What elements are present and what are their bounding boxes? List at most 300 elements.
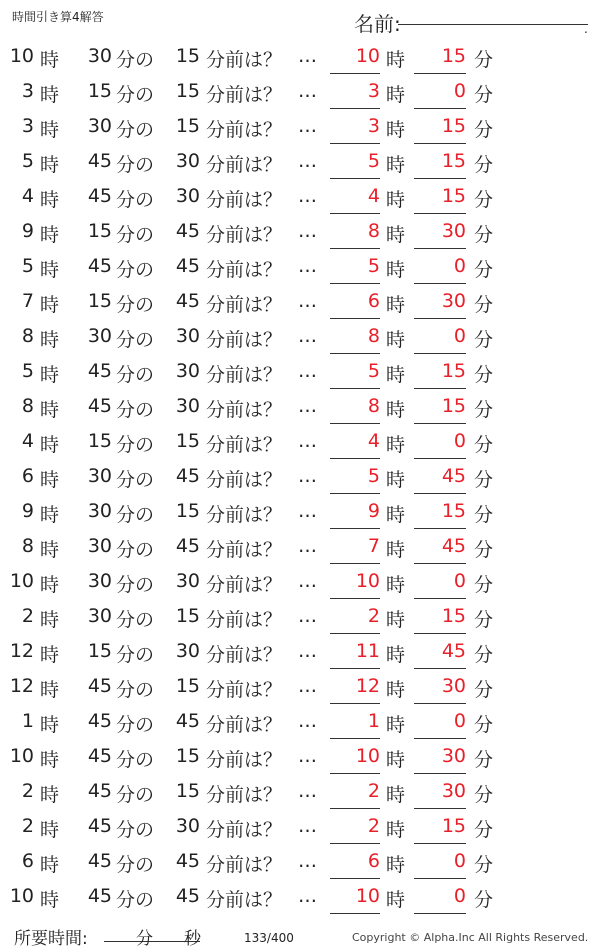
answer-hour-unit: 時 [386, 294, 406, 316]
minute-of-label: 分の [116, 259, 155, 281]
answer-minute-unit: 分 [474, 539, 494, 561]
ellipsis: … [298, 850, 317, 872]
answer-minute-unit: 分 [474, 469, 494, 491]
hour-unit: 時 [40, 889, 60, 911]
problem-row [0, 879, 600, 914]
problem-row [0, 39, 600, 74]
minute-of-label: 分の [116, 644, 155, 666]
minutes-before: 15 [175, 115, 200, 137]
hour-unit: 時 [40, 119, 60, 141]
start-minute: 15 [87, 220, 112, 242]
problem-row [0, 74, 600, 109]
minutes-before: 15 [175, 430, 200, 452]
answer-minute: 15 [414, 395, 466, 424]
minutes-before-label: 分前は？ [206, 364, 283, 386]
start-hour: 2 [21, 815, 34, 837]
answer-minute: 30 [414, 675, 466, 704]
start-minute: 45 [87, 850, 112, 872]
start-hour: 5 [21, 360, 34, 382]
minutes-before: 30 [175, 395, 200, 417]
answer-hour-unit: 時 [386, 889, 406, 911]
answer-hour-unit: 時 [386, 189, 406, 211]
answer-minute-unit: 分 [474, 119, 494, 141]
hour-unit: 時 [40, 259, 60, 281]
minutes-before-label: 分前は？ [206, 259, 283, 281]
hour-unit: 時 [40, 84, 60, 106]
start-minute: 45 [87, 360, 112, 382]
answer-hour: 5 [330, 150, 380, 179]
answer-minute: 30 [414, 780, 466, 809]
start-minute: 45 [87, 255, 112, 277]
answer-minute: 0 [414, 570, 466, 599]
problem-row [0, 529, 600, 564]
answer-hour: 1 [330, 710, 380, 739]
problem-row [0, 214, 600, 249]
answer-minute: 15 [414, 605, 466, 634]
minutes-before: 30 [175, 570, 200, 592]
minutes-before: 45 [175, 885, 200, 907]
start-hour: 6 [21, 465, 34, 487]
start-minute: 45 [87, 780, 112, 802]
hour-unit: 時 [40, 294, 60, 316]
minute-of-label: 分の [116, 329, 155, 351]
minutes-before: 15 [175, 80, 200, 102]
minutes-before-label: 分前は？ [206, 469, 283, 491]
start-minute: 30 [87, 535, 112, 557]
start-minute: 15 [87, 640, 112, 662]
answer-hour: 2 [330, 815, 380, 844]
minutes-before-label: 分前は？ [206, 749, 283, 771]
answer-hour-unit: 時 [386, 469, 406, 491]
minutes-before-label: 分前は？ [206, 679, 283, 701]
ellipsis: … [298, 395, 317, 417]
answer-minute-unit: 分 [474, 434, 494, 456]
start-hour: 9 [21, 220, 34, 242]
minute-of-label: 分の [116, 84, 155, 106]
start-hour: 4 [21, 430, 34, 452]
minutes-before: 30 [175, 150, 200, 172]
start-minute: 45 [87, 185, 112, 207]
answer-hour: 3 [330, 115, 380, 144]
start-minute: 45 [87, 675, 112, 697]
answer-hour-unit: 時 [386, 574, 406, 596]
problem-row [0, 634, 600, 669]
answer-minute-unit: 分 [474, 784, 494, 806]
minute-of-label: 分の [116, 399, 155, 421]
answer-hour-unit: 時 [386, 609, 406, 631]
start-hour: 9 [21, 500, 34, 522]
copyright: Copyright © Alpha.Inc All Rights Reserved. [352, 931, 589, 944]
ellipsis: … [298, 780, 317, 802]
name-line[interactable] [398, 23, 588, 25]
minutes-before-label: 分前は？ [206, 819, 283, 841]
answer-minute: 15 [414, 45, 466, 74]
start-hour: 5 [21, 150, 34, 172]
start-hour: 3 [21, 115, 34, 137]
answer-minute: 0 [414, 80, 466, 109]
hour-unit: 時 [40, 224, 60, 246]
problem-row [0, 179, 600, 214]
ellipsis: … [298, 220, 317, 242]
hour-unit: 時 [40, 504, 60, 526]
answer-minute: 0 [414, 710, 466, 739]
start-hour: 3 [21, 80, 34, 102]
minutes-before: 45 [175, 535, 200, 557]
hour-unit: 時 [40, 434, 60, 456]
answer-minute-unit: 分 [474, 49, 494, 71]
hour-unit: 時 [40, 644, 60, 666]
minute-of-label: 分の [116, 434, 155, 456]
start-minute: 30 [87, 570, 112, 592]
start-minute: 30 [87, 605, 112, 627]
hour-unit: 時 [40, 189, 60, 211]
answer-hour: 11 [330, 640, 380, 669]
minute-of-label: 分の [116, 469, 155, 491]
answer-minute: 45 [414, 465, 466, 494]
minutes-before-label: 分前は？ [206, 154, 283, 176]
answer-minute-unit: 分 [474, 889, 494, 911]
hour-unit: 時 [40, 469, 60, 491]
start-minute: 45 [87, 815, 112, 837]
problem-row [0, 144, 600, 179]
start-minute: 45 [87, 745, 112, 767]
problem-row [0, 249, 600, 284]
problem-row [0, 389, 600, 424]
minutes-before-label: 分前は？ [206, 189, 283, 211]
answer-minute-unit: 分 [474, 574, 494, 596]
answer-minute: 15 [414, 500, 466, 529]
worksheet-title: 時間引き算4解答 [12, 10, 104, 24]
ellipsis: … [298, 115, 317, 137]
answer-minute-unit: 分 [474, 714, 494, 736]
answer-minute: 0 [414, 255, 466, 284]
hour-unit: 時 [40, 784, 60, 806]
answer-minute: 15 [414, 815, 466, 844]
ellipsis: … [298, 745, 317, 767]
minutes-before: 45 [175, 710, 200, 732]
start-minute: 15 [87, 430, 112, 452]
start-hour: 2 [21, 605, 34, 627]
minute-of-label: 分の [116, 784, 155, 806]
answer-minute-unit: 分 [474, 189, 494, 211]
answer-hour: 10 [330, 45, 380, 74]
ellipsis: … [298, 605, 317, 627]
start-hour: 1 [21, 710, 34, 732]
hour-unit: 時 [40, 49, 60, 71]
ellipsis: … [298, 45, 317, 67]
answer-minute-unit: 分 [474, 364, 494, 386]
start-minute: 45 [87, 395, 112, 417]
ellipsis: … [298, 185, 317, 207]
answer-hour-unit: 時 [386, 854, 406, 876]
start-minute: 15 [87, 80, 112, 102]
answer-hour-unit: 時 [386, 749, 406, 771]
required-time-seconds-label: 秒 [184, 929, 201, 949]
problem-row [0, 599, 600, 634]
problem-row [0, 284, 600, 319]
answer-hour: 4 [330, 430, 380, 459]
answer-hour: 5 [330, 255, 380, 284]
answer-hour: 4 [330, 185, 380, 214]
start-minute: 30 [87, 325, 112, 347]
minutes-before-label: 分前は？ [206, 504, 283, 526]
hour-unit: 時 [40, 399, 60, 421]
hour-unit: 時 [40, 819, 60, 841]
minute-of-label: 分の [116, 49, 155, 71]
start-minute: 45 [87, 150, 112, 172]
minutes-before: 30 [175, 185, 200, 207]
answer-hour-unit: 時 [386, 714, 406, 736]
answer-minute: 0 [414, 850, 466, 879]
answer-minute-unit: 分 [474, 399, 494, 421]
minutes-before-label: 分前は？ [206, 84, 283, 106]
hour-unit: 時 [40, 609, 60, 631]
start-hour: 7 [21, 290, 34, 312]
minutes-before-label: 分前は？ [206, 784, 283, 806]
ellipsis: … [298, 255, 317, 277]
problem-row [0, 669, 600, 704]
answer-hour: 10 [330, 745, 380, 774]
minutes-before: 15 [175, 780, 200, 802]
minutes-before: 45 [175, 290, 200, 312]
hour-unit: 時 [40, 574, 60, 596]
answer-minute: 15 [414, 115, 466, 144]
minutes-before: 15 [175, 500, 200, 522]
answer-hour-unit: 時 [386, 49, 406, 71]
problem-row [0, 354, 600, 389]
answer-hour: 6 [330, 290, 380, 319]
answer-hour-unit: 時 [386, 259, 406, 281]
hour-unit: 時 [40, 854, 60, 876]
problem-row [0, 459, 600, 494]
answer-hour: 6 [330, 850, 380, 879]
start-minute: 30 [87, 465, 112, 487]
ellipsis: … [298, 465, 317, 487]
start-hour: 4 [21, 185, 34, 207]
minute-of-label: 分の [116, 889, 155, 911]
ellipsis: … [298, 640, 317, 662]
start-minute: 30 [87, 500, 112, 522]
answer-hour: 2 [330, 780, 380, 809]
minutes-before: 30 [175, 815, 200, 837]
minute-of-label: 分の [116, 819, 155, 841]
answer-minute: 30 [414, 290, 466, 319]
start-hour: 10 [9, 45, 34, 67]
problem-row [0, 704, 600, 739]
minute-of-label: 分の [116, 609, 155, 631]
minutes-before-label: 分前は？ [206, 889, 283, 911]
ellipsis: … [298, 710, 317, 732]
hour-unit: 時 [40, 539, 60, 561]
minute-of-label: 分の [116, 539, 155, 561]
answer-hour: 5 [330, 465, 380, 494]
answer-hour-unit: 時 [386, 819, 406, 841]
answer-hour: 10 [330, 570, 380, 599]
ellipsis: … [298, 360, 317, 382]
minute-of-label: 分の [116, 294, 155, 316]
start-minute: 45 [87, 885, 112, 907]
hour-unit: 時 [40, 714, 60, 736]
answer-minute-unit: 分 [474, 329, 494, 351]
ellipsis: … [298, 535, 317, 557]
minutes-before: 45 [175, 465, 200, 487]
answer-minute: 15 [414, 185, 466, 214]
hour-unit: 時 [40, 749, 60, 771]
answer-hour-unit: 時 [386, 84, 406, 106]
name-line-end: . [584, 22, 588, 36]
answer-minute: 0 [414, 325, 466, 354]
problem-row [0, 844, 600, 879]
answer-hour: 8 [330, 325, 380, 354]
hour-unit: 時 [40, 154, 60, 176]
start-minute: 45 [87, 710, 112, 732]
minute-of-label: 分の [116, 189, 155, 211]
start-hour: 6 [21, 850, 34, 872]
minute-of-label: 分の [116, 224, 155, 246]
answer-minute: 30 [414, 745, 466, 774]
start-hour: 10 [9, 885, 34, 907]
answer-hour: 10 [330, 885, 380, 914]
required-time-minutes-label: 分 [136, 929, 153, 949]
minutes-before-label: 分前は？ [206, 644, 283, 666]
start-hour: 12 [9, 675, 34, 697]
minutes-before-label: 分前は？ [206, 119, 283, 141]
start-hour: 8 [21, 395, 34, 417]
answer-hour-unit: 時 [386, 154, 406, 176]
answer-hour: 9 [330, 500, 380, 529]
minute-of-label: 分の [116, 854, 155, 876]
answer-hour: 2 [330, 605, 380, 634]
minutes-before-label: 分前は？ [206, 329, 283, 351]
problem-row [0, 564, 600, 599]
minute-of-label: 分の [116, 749, 155, 771]
answer-hour: 5 [330, 360, 380, 389]
minutes-before-label: 分前は？ [206, 294, 283, 316]
answer-minute-unit: 分 [474, 854, 494, 876]
ellipsis: … [298, 80, 317, 102]
answer-minute-unit: 分 [474, 84, 494, 106]
minutes-before: 15 [175, 745, 200, 767]
minutes-before: 15 [175, 45, 200, 67]
minute-of-label: 分の [116, 504, 155, 526]
minutes-before-label: 分前は？ [206, 574, 283, 596]
answer-hour-unit: 時 [386, 539, 406, 561]
minute-of-label: 分の [116, 154, 155, 176]
start-minute: 30 [87, 45, 112, 67]
start-hour: 8 [21, 535, 34, 557]
answer-hour-unit: 時 [386, 364, 406, 386]
start-minute: 30 [87, 115, 112, 137]
minutes-before: 45 [175, 220, 200, 242]
answer-minute-unit: 分 [474, 504, 494, 526]
answer-minute: 0 [414, 885, 466, 914]
answer-hour: 3 [330, 80, 380, 109]
minutes-before-label: 分前は？ [206, 854, 283, 876]
minute-of-label: 分の [116, 574, 155, 596]
answer-minute-unit: 分 [474, 679, 494, 701]
answer-minute-unit: 分 [474, 609, 494, 631]
minutes-before: 45 [175, 850, 200, 872]
problem-row [0, 809, 600, 844]
answer-hour-unit: 時 [386, 399, 406, 421]
minutes-before-label: 分前は？ [206, 49, 283, 71]
answer-hour: 8 [330, 220, 380, 249]
hour-unit: 時 [40, 679, 60, 701]
answer-minute-unit: 分 [474, 224, 494, 246]
hour-unit: 時 [40, 364, 60, 386]
answer-hour: 12 [330, 675, 380, 704]
minute-of-label: 分の [116, 119, 155, 141]
hour-unit: 時 [40, 329, 60, 351]
ellipsis: … [298, 570, 317, 592]
answer-minute: 15 [414, 360, 466, 389]
minutes-before-label: 分前は？ [206, 714, 283, 736]
minutes-before: 30 [175, 360, 200, 382]
minutes-before: 15 [175, 675, 200, 697]
page-number: 133/400 [244, 931, 294, 945]
minutes-before: 30 [175, 640, 200, 662]
start-hour: 12 [9, 640, 34, 662]
problem-row [0, 739, 600, 774]
start-hour: 10 [9, 745, 34, 767]
answer-hour-unit: 時 [386, 329, 406, 351]
answer-minute-unit: 分 [474, 749, 494, 771]
answer-minute-unit: 分 [474, 294, 494, 316]
ellipsis: … [298, 430, 317, 452]
ellipsis: … [298, 815, 317, 837]
minutes-before-label: 分前は？ [206, 609, 283, 631]
answer-hour-unit: 時 [386, 784, 406, 806]
required-time-label: 所要時間: [14, 929, 88, 949]
answer-hour: 8 [330, 395, 380, 424]
ellipsis: … [298, 675, 317, 697]
answer-hour-unit: 時 [386, 504, 406, 526]
answer-minute-unit: 分 [474, 154, 494, 176]
minute-of-label: 分の [116, 679, 155, 701]
problem-row [0, 494, 600, 529]
minutes-before-label: 分前は？ [206, 539, 283, 561]
start-minute: 15 [87, 290, 112, 312]
ellipsis: … [298, 325, 317, 347]
start-hour: 8 [21, 325, 34, 347]
minute-of-label: 分の [116, 364, 155, 386]
ellipsis: … [298, 500, 317, 522]
answer-minute: 30 [414, 220, 466, 249]
problem-row [0, 774, 600, 809]
problem-row [0, 319, 600, 354]
answer-minute: 15 [414, 150, 466, 179]
answer-hour-unit: 時 [386, 434, 406, 456]
answer-hour-unit: 時 [386, 224, 406, 246]
answer-minute-unit: 分 [474, 259, 494, 281]
minutes-before-label: 分前は？ [206, 224, 283, 246]
ellipsis: … [298, 885, 317, 907]
answer-minute-unit: 分 [474, 819, 494, 841]
start-hour: 2 [21, 780, 34, 802]
minutes-before: 30 [175, 325, 200, 347]
minute-of-label: 分の [116, 714, 155, 736]
answer-minute: 45 [414, 535, 466, 564]
answer-minute-unit: 分 [474, 644, 494, 666]
minutes-before: 15 [175, 605, 200, 627]
start-hour: 5 [21, 255, 34, 277]
problem-row [0, 424, 600, 459]
ellipsis: … [298, 290, 317, 312]
answer-minute: 0 [414, 430, 466, 459]
minutes-before-label: 分前は？ [206, 399, 283, 421]
answer-hour-unit: 時 [386, 119, 406, 141]
answer-hour-unit: 時 [386, 679, 406, 701]
